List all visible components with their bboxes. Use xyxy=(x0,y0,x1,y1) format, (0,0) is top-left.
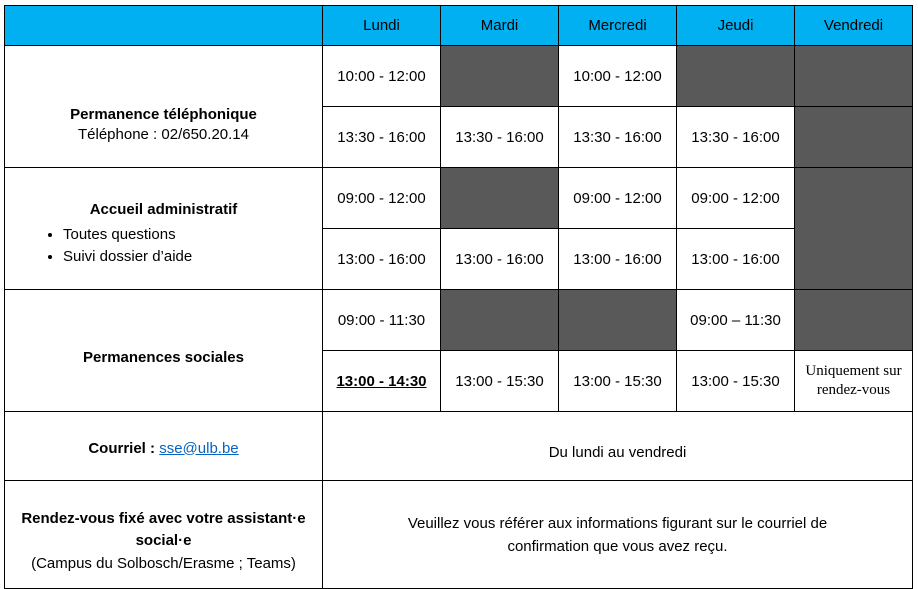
admin-tue-am-closed xyxy=(441,168,559,229)
admin-row-1 xyxy=(5,168,913,229)
mail-label-cell xyxy=(5,412,323,481)
social-row-1 xyxy=(5,290,913,351)
header-day-tuesday: Mardi xyxy=(441,6,559,46)
appointment-title-line1: Rendez-vous fixé avec votre assistant·e xyxy=(21,509,306,527)
mail-availability: Du lundi au vendredi xyxy=(323,412,913,481)
social-mon-am: 09:00 - 11:30 xyxy=(323,290,441,351)
appointment-text-line2: confirmation que vous avez reçu. xyxy=(507,537,728,555)
social-fri-am-closed xyxy=(795,290,913,351)
phone-mon-pm: 13:30 - 16:00 xyxy=(323,107,441,168)
admin-tue-pm: 13:00 - 16:00 xyxy=(441,229,559,290)
phone-fri-am-closed xyxy=(795,46,913,107)
social-title: Permanences sociales xyxy=(83,349,244,366)
appointment-subtitle: (Campus du Solbosch/Erasme ; Teams) xyxy=(31,554,296,572)
appointment-text-line1: Veuillez vous référer aux informations figurant sur le courriel de xyxy=(407,514,828,532)
admin-title: Accueil administratif xyxy=(89,201,238,218)
phone-thu-pm: 13:30 - 16:00 xyxy=(677,107,795,168)
phone-wed-am: 10:00 - 12:00 xyxy=(559,46,677,107)
appointment-text-cell xyxy=(323,481,913,589)
header-day-thursday: Jeudi xyxy=(677,6,795,46)
phone-fri-pm-closed xyxy=(795,107,913,168)
social-wed-am-closed xyxy=(559,290,677,351)
header-day-wednesday: Mercredi xyxy=(559,6,677,46)
phone-row-1 xyxy=(5,46,913,107)
header-corner xyxy=(5,6,323,46)
admin-thu-pm: 13:00 - 16:00 xyxy=(677,229,795,290)
appointment-title-line2: social·e xyxy=(135,531,192,549)
admin-topics-list xyxy=(5,224,322,268)
social-wed-pm: 13:00 - 15:30 xyxy=(559,351,677,412)
phone-number: Téléphone : 02/650.20.14 xyxy=(78,126,249,143)
email-link[interactable]: sse@ulb.be xyxy=(159,439,239,457)
social-fri-pm-note: Uniquement sur rendez-vous xyxy=(795,351,913,412)
admin-mon-pm: 13:00 - 16:00 xyxy=(323,229,441,290)
social-thu-am: 09:00 – 11:30 xyxy=(677,290,795,351)
social-thu-pm: 13:00 - 15:30 xyxy=(677,351,795,412)
admin-topic-item: • Suivi dossier d’aide xyxy=(63,246,322,268)
phone-title: Permanence téléphonique xyxy=(70,106,257,123)
phone-tue-am-closed xyxy=(441,46,559,107)
header-day-monday: Lundi xyxy=(323,6,441,46)
admin-wed-pm: 13:00 - 16:00 xyxy=(559,229,677,290)
appointment-label-cell xyxy=(5,481,323,589)
admin-thu-am: 09:00 - 12:00 xyxy=(677,168,795,229)
appointment-row xyxy=(5,481,913,589)
social-tue-pm: 13:00 - 15:30 xyxy=(441,351,559,412)
phone-thu-am-closed xyxy=(677,46,795,107)
admin-wed-am: 09:00 - 12:00 xyxy=(559,168,677,229)
mail-label: Courriel : xyxy=(88,439,156,457)
admin-label-cell xyxy=(5,168,323,290)
schedule-table xyxy=(4,5,913,589)
social-tue-am-closed xyxy=(441,290,559,351)
admin-mon-am: 09:00 - 12:00 xyxy=(323,168,441,229)
social-mon-pm xyxy=(323,351,441,412)
header-day-friday: Vendredi xyxy=(795,6,913,46)
phone-tue-pm: 13:30 - 16:00 xyxy=(441,107,559,168)
admin-topic-item: • Toutes questions xyxy=(63,224,322,246)
social-mon-pm-text: 13:00 - 14:30 xyxy=(336,372,427,390)
social-label-cell xyxy=(5,290,323,412)
phone-wed-pm: 13:30 - 16:00 xyxy=(559,107,677,168)
phone-mon-am: 10:00 - 12:00 xyxy=(323,46,441,107)
mail-row xyxy=(5,412,913,481)
admin-fri-closed xyxy=(795,168,913,290)
phone-label-cell xyxy=(5,46,323,168)
header-row xyxy=(5,6,913,46)
